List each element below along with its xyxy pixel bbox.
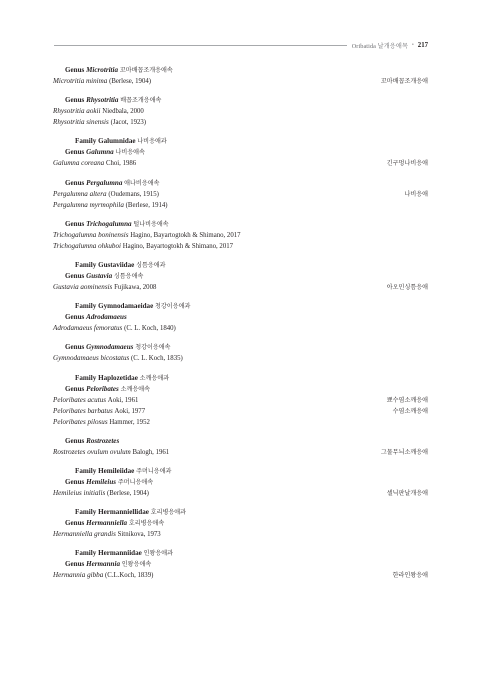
rank-label: Family (75, 549, 97, 558)
korean-common-name: 한라인왕응애 (392, 572, 428, 580)
korean-taxon-name: 주머니응애속 (117, 478, 154, 486)
species-authority: (C. L. Koch, 1840) (124, 325, 176, 333)
species-authority: (Berlese, 1914) (125, 201, 168, 209)
species-authority: Aoki, 1961 (107, 396, 139, 404)
species-authority: (Oudemans, 1915) (108, 190, 159, 198)
taxon-block (53, 136, 428, 169)
running-title: Oribatida 날개응애목 (351, 43, 409, 50)
family-heading (53, 373, 428, 384)
taxon-block (53, 219, 428, 252)
species-authority: Choi, 1986 (105, 160, 137, 168)
korean-common-name: 그물무늬소깨응애 (380, 448, 428, 456)
genus-name: Gymnodamaeus (86, 343, 134, 352)
species-name: Hemileius initialis (53, 488, 106, 497)
rank-label: Genus (65, 384, 85, 393)
korean-taxon-name: 소깨응애속 (120, 385, 151, 393)
taxon-block (53, 301, 428, 334)
species-authority: (C. L. Koch, 1835) (131, 355, 183, 363)
korean-taxon-name: 배꼽조개응애속 (120, 97, 162, 105)
korean-taxon-name: 싱틈응애과 (136, 261, 166, 269)
taxon-block (53, 178, 428, 211)
species-entry (53, 570, 428, 581)
taxon-block (53, 373, 428, 428)
rank-label: Family (75, 373, 97, 382)
korean-common-name: 셀닉판날개응애 (386, 489, 428, 497)
species-name: Trichogalumna ohkuboi (53, 241, 121, 250)
species-authority: (Berlese, 1904) (109, 78, 152, 85)
species-entry (53, 417, 428, 428)
header-separator: • (412, 43, 414, 48)
page-number: 217 (417, 42, 428, 49)
species-name: Gustavia aominensis (53, 282, 113, 291)
rank-label: Genus (65, 560, 85, 569)
species-name: Peloribates barbatus (53, 406, 113, 415)
genus-heading (53, 342, 428, 353)
species-name: Trichogalumna boninensis (53, 230, 129, 239)
genus-name: Galumna (86, 148, 114, 157)
rank-label: Family (75, 260, 97, 269)
genus-heading (53, 65, 428, 76)
genus-name: Peloribates (86, 384, 119, 393)
family-name: Gustaviidae (98, 260, 135, 269)
korean-taxon-name: 싱틈응애속 (113, 272, 144, 280)
rank-label: Genus (65, 519, 85, 528)
rank-label: Genus (65, 271, 85, 280)
genus-heading (53, 271, 428, 282)
korean-taxon-name: 나비응애속 (115, 149, 145, 157)
taxon-block (53, 436, 428, 458)
korean-taxon-name: 청강이응애과 (155, 303, 191, 311)
rank-label: Family (75, 508, 97, 517)
family-heading (53, 466, 428, 477)
species-entry (53, 76, 428, 87)
korean-taxon-name: 애나비응애속 (124, 179, 160, 187)
species-entry (53, 241, 428, 252)
rank-label: Genus (65, 313, 85, 322)
species-authority: Balogh, 1961 (132, 448, 170, 456)
species-entry (53, 158, 428, 169)
korean-common-name: 뾰수염소깨응애 (386, 396, 428, 404)
species-entry (53, 282, 428, 293)
genus-heading (53, 384, 428, 395)
rank-label: Genus (65, 477, 85, 486)
genus-name: Hermanniella (86, 519, 128, 528)
species-entry (53, 200, 428, 211)
species-authority: (C.L.Koch, 1839) (105, 572, 154, 580)
species-entry (53, 117, 428, 128)
species-entry (53, 189, 428, 200)
rank-label: Genus (65, 178, 85, 187)
species-entry (53, 395, 428, 406)
family-name: Gymnodamaeidae (98, 302, 154, 311)
family-name: Haplozetidae (98, 373, 138, 382)
species-authority: (Jacot, 1923) (110, 119, 147, 127)
species-name: Galumna coreana (53, 159, 105, 168)
species-entry (53, 406, 428, 417)
family-heading (53, 301, 428, 312)
korean-taxon-name: 소깨응애과 (139, 374, 170, 382)
species-name: Hermanniella grandis (53, 530, 116, 539)
genus-heading (53, 219, 428, 230)
genus-heading (53, 147, 428, 158)
taxonomic-checklist (53, 65, 428, 589)
family-heading (53, 136, 428, 147)
genus-heading (53, 312, 428, 323)
genus-name: Adrodamaeus (86, 313, 127, 322)
korean-common-name: 긴구멍나비응애 (386, 160, 428, 168)
genus-name: Microtritia (86, 66, 119, 74)
species-authority: Fujikawa, 2008 (114, 283, 157, 291)
genus-heading (53, 178, 428, 189)
family-heading (53, 548, 428, 559)
taxon-block (53, 260, 428, 293)
species-authority: Niedbala, 2000 (102, 108, 144, 116)
family-name: Hemileiidae (98, 466, 135, 475)
genus-name: Rostrozetes (86, 436, 120, 445)
genus-heading (53, 436, 428, 447)
korean-taxon-name: 청강이응애속 (135, 344, 171, 352)
rank-label: Genus (65, 219, 85, 228)
species-entry (53, 447, 428, 458)
rank-label: Genus (65, 148, 85, 157)
family-heading (53, 507, 428, 518)
species-entry (53, 353, 428, 364)
family-name: Hermanniellidae (98, 508, 149, 517)
genus-heading (53, 518, 428, 529)
species-entry (53, 488, 428, 499)
taxon-block (53, 548, 428, 581)
genus-name: Trichogalumna (86, 219, 132, 228)
genus-name: Hemileius (86, 477, 117, 486)
species-authority: Hagino, Bayartogtokh & Shimano, 2017 (122, 242, 234, 250)
species-name: Gymnodamaeus bicostatus (53, 354, 130, 363)
korean-common-name: 수염소깨응애 (392, 407, 428, 415)
species-entry (53, 230, 428, 241)
family-name: Hermanniidae (98, 549, 142, 558)
species-authority: Hagino, Bayartogtokh & Shimano, 2017 (130, 231, 241, 239)
korean-taxon-name: 호리병응애속 (128, 520, 165, 528)
species-authority: (Berlese, 1904) (107, 489, 149, 497)
korean-common-name: 나비응애 (404, 190, 428, 198)
korean-common-name: 아오민싱틈응애 (386, 283, 428, 291)
species-name: Microtritia minima (53, 77, 108, 85)
species-name: Peloribates acutus (53, 395, 106, 404)
rank-label: Genus (65, 96, 85, 105)
species-name: Peloribates pilosus (53, 417, 108, 426)
rank-label: Family (75, 137, 97, 146)
species-name: Adrodamaeus femoratus (53, 324, 123, 333)
genus-name: Hermannia (86, 560, 121, 569)
rank-label: Genus (65, 436, 85, 445)
korean-taxon-name: 나비응애과 (137, 138, 167, 146)
genus-name: Rhysotritia (86, 96, 119, 105)
korean-common-name: 꼬마배꼽조개응애 (380, 78, 428, 85)
species-name: Rhysotritia sinensis (53, 118, 109, 127)
species-name: Hermannia gibba (53, 571, 104, 580)
korean-taxon-name: 꼬마배꼽조개응애속 (119, 67, 173, 74)
species-entry (53, 323, 428, 334)
rank-label: Family (75, 302, 97, 311)
genus-heading (53, 559, 428, 570)
korean-taxon-name: 인왕응애과 (143, 550, 174, 558)
species-name: Pergalumna altera (53, 189, 107, 198)
genus-heading (53, 477, 428, 488)
taxon-block (53, 507, 428, 540)
species-name: Rostrozetes ovulum ovulum (53, 447, 131, 456)
species-name: Rhysotritia aokii (53, 107, 101, 116)
genus-heading (53, 95, 428, 106)
species-entry (53, 529, 428, 540)
rank-label: Family (75, 466, 97, 475)
taxon-block (53, 466, 428, 499)
taxon-block (53, 95, 428, 128)
korean-taxon-name: 호리병응애과 (150, 509, 187, 517)
rank-label: Genus (65, 66, 85, 74)
korean-taxon-name: 털나비응애속 (133, 220, 169, 228)
family-name: Galumnidae (98, 137, 136, 146)
family-heading (53, 260, 428, 271)
taxon-block (53, 342, 428, 364)
genus-name: Gustavia (86, 271, 113, 280)
species-authority: Sitnikova, 1973 (117, 531, 161, 539)
species-entry (53, 106, 428, 117)
species-name: Pergalumna myrmophila (53, 200, 124, 209)
running-header (54, 41, 428, 50)
taxon-block (53, 65, 428, 87)
korean-taxon-name: 인왕응애속 (121, 561, 152, 569)
rank-label: Genus (65, 343, 85, 352)
genus-name: Pergalumna (86, 178, 123, 187)
header-rule (54, 45, 347, 46)
korean-taxon-name: 주머니응애과 (136, 467, 172, 475)
species-authority: Hammer, 1952 (109, 418, 150, 426)
species-authority: Aoki, 1977 (114, 407, 146, 415)
